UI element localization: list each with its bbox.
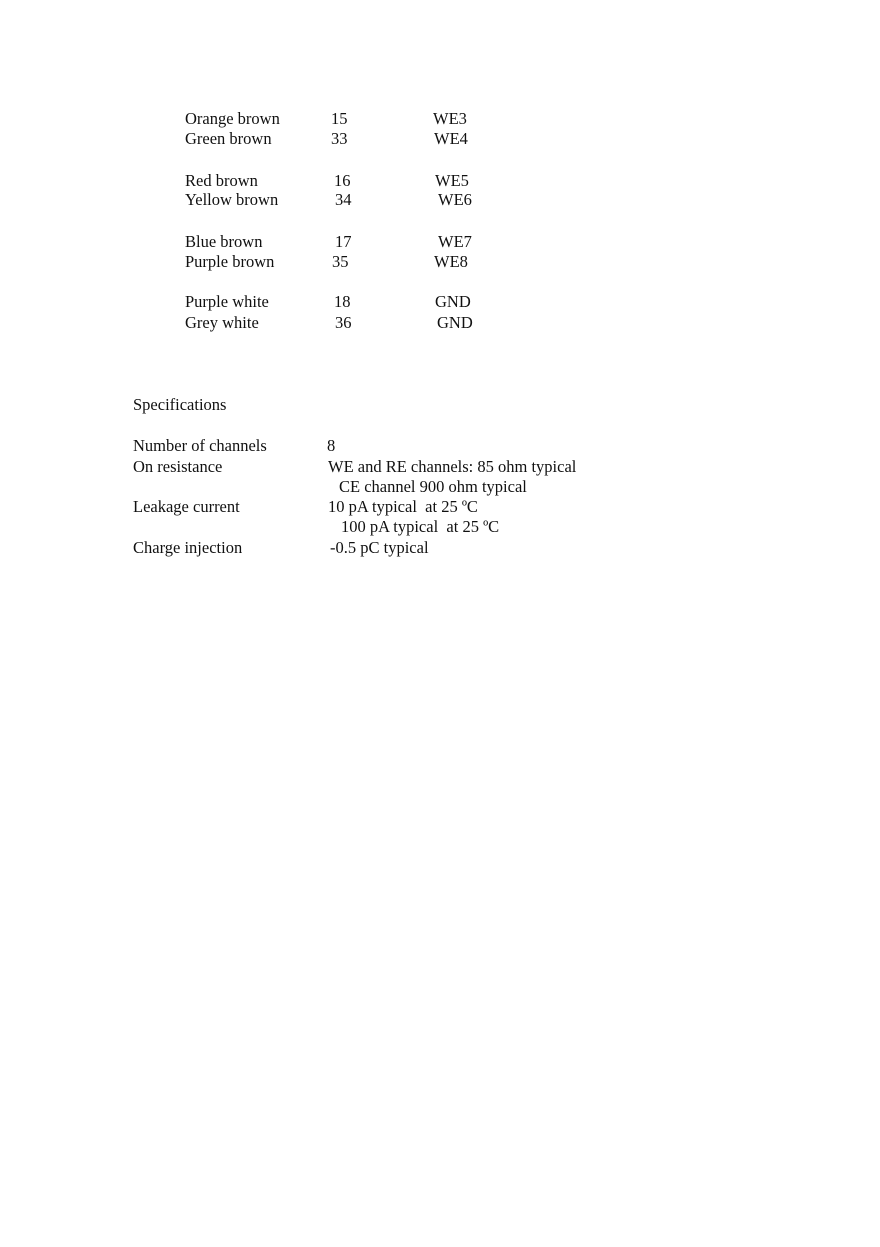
- wire-pin: 17: [335, 232, 352, 251]
- wire-signal: WE5: [435, 171, 469, 190]
- spec-value: 100 pA typical at 25 ºC: [341, 517, 500, 536]
- wire-color: Yellow brown: [185, 190, 279, 209]
- wire-pin: 36: [335, 313, 352, 332]
- wire-signal: GND: [437, 313, 473, 332]
- wire-pin: 18: [334, 292, 351, 311]
- spec-value: 8: [327, 436, 336, 455]
- wire-color: Blue brown: [185, 232, 263, 251]
- spec-value: 10 pA typical at 25 ºC: [328, 497, 478, 516]
- wire-pin: 16: [334, 171, 351, 190]
- wire-signal: WE4: [434, 129, 468, 148]
- wire-pin: 34: [335, 190, 352, 209]
- spec-value: WE and RE channels: 85 ohm typical: [328, 457, 577, 476]
- wire-color: Purple brown: [185, 252, 275, 271]
- wire-signal: GND: [435, 292, 471, 311]
- wire-color: Orange brown: [185, 109, 280, 128]
- wire-signal: WE3: [433, 109, 467, 128]
- wire-color: Purple white: [185, 292, 269, 311]
- spec-label: Number of channels: [133, 436, 267, 455]
- spec-value: CE channel 900 ohm typical: [339, 477, 527, 496]
- spec-label: Leakage current: [133, 497, 240, 516]
- wire-color: Red brown: [185, 171, 258, 190]
- wire-pin: 15: [331, 109, 348, 128]
- wire-signal: WE7: [438, 232, 472, 251]
- spec-value: -0.5 pC typical: [330, 538, 429, 557]
- wire-signal: WE8: [434, 252, 468, 271]
- wire-color: Green brown: [185, 129, 272, 148]
- wire-pin: 35: [332, 252, 349, 271]
- section-heading: Specifications: [133, 395, 227, 414]
- wire-signal: WE6: [438, 190, 472, 209]
- wire-pin: 33: [331, 129, 348, 148]
- spec-label: Charge injection: [133, 538, 243, 557]
- spec-label: On resistance: [133, 457, 223, 476]
- wire-color: Grey white: [185, 313, 259, 332]
